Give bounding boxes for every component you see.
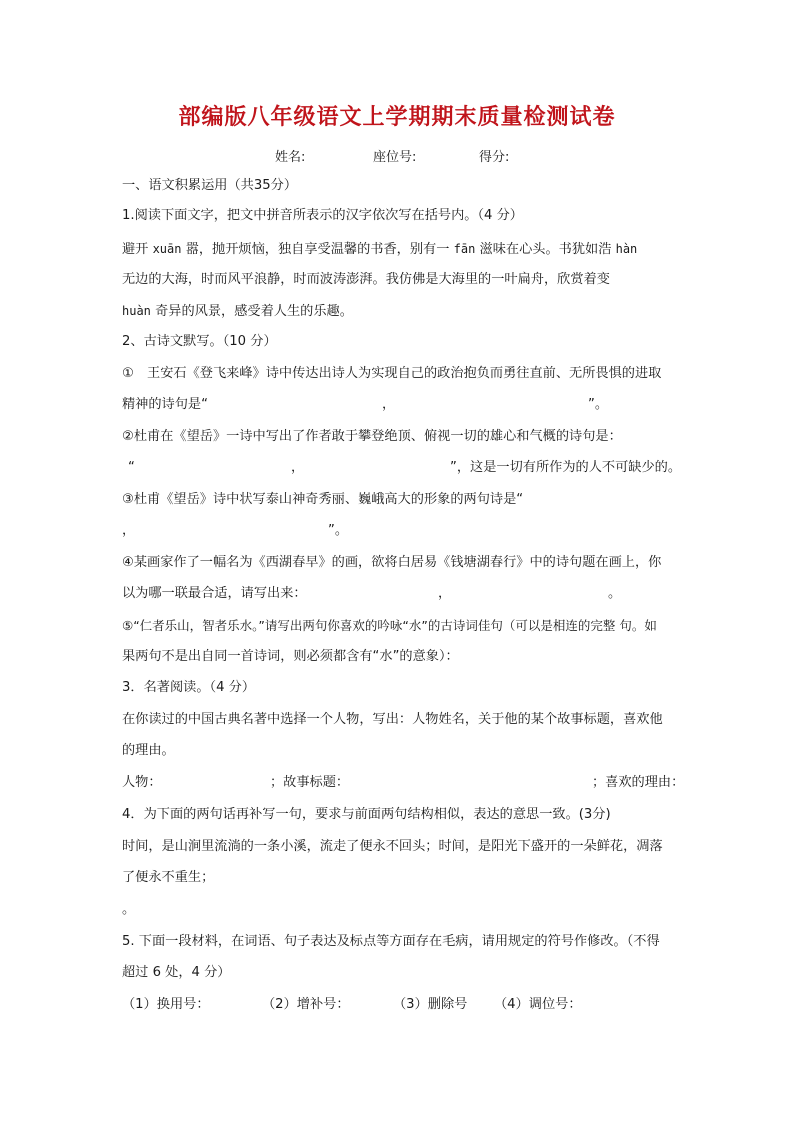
score-label: 得分:: [479, 150, 510, 165]
q5-mark-reorder: （4）调位号：: [494, 997, 582, 1012]
q2-item3-comma: ，: [122, 523, 136, 538]
q1-prompt: 1.阅读下面文字，把文中拼音所表示的汉字依次写在括号内。（4 分）: [122, 208, 523, 223]
q3-line1: 在你读过的中国古典名著中选择一个人物，写出：人物姓名，关于他的某个故事标题，喜欢他: [122, 712, 663, 727]
q2-item2-start: “: [128, 460, 135, 475]
q3-line2: 的理由。: [122, 743, 175, 758]
q4-line1: 时间，是山涧里流淌的一条小溪，流走了便永不回头；时间，是阳光下盛开的一朵鲜花，凋落: [122, 839, 663, 854]
q2-item5-line2: 果两句不是出自同一首诗词，则必须都含有“水”的意象）：: [122, 649, 459, 664]
q5-mark-delete: （3）删除号: [393, 997, 468, 1012]
q5-line2: 超过 6 处，4 分）: [122, 965, 231, 980]
pinyin: xuān: [152, 242, 182, 256]
q1-text: 奇异的风景，感受着人生的乐趣。: [155, 304, 353, 319]
page-title: 部编版八年级语文上学期期末质量检测试卷: [178, 105, 616, 130]
q2-item3-line1: ③杜甫《望岳》诗中状写泰山神奇秀丽、巍峨高大的形象的两句诗是“: [122, 492, 524, 507]
q1-text: 避开: [122, 242, 149, 257]
q2-item1-comma: ，: [382, 397, 396, 412]
q2-item4-line2: 以为哪一联最合适，请写出来：: [122, 586, 307, 601]
q2-item1-start: 精神的诗句是“: [122, 397, 208, 412]
q2-item4-line1: ④某画家作了一幅名为《西湖春早》的画，欲将白居易《钱塘湖春行》中的诗句题在画上，你: [122, 555, 662, 570]
q2-item3-end: ”。: [328, 523, 349, 538]
q4-prompt: 4．为下面的两句话再补写一句，要求与前面两句结构相似，表达的意思一致。(3分): [122, 807, 611, 822]
q5-mark-replace: （1）换用号：: [122, 997, 210, 1012]
q2-item5-line1: ⑤“仁者乐山，智者乐水。”请写出两句你喜欢的吟咏“水”的古诗词佳句（可以是相连的完整 句。如: [122, 618, 657, 633]
pinyin: huàn: [122, 304, 151, 318]
q2-item2-comma: ，: [291, 460, 305, 475]
q1-line2: 无边的大海，时而风平浪静，时而波涛澎湃。我仿佛是大海里的一叶扁舟，欣赏着变: [122, 272, 610, 287]
q3-prompt: 3．名著阅读。（4 分）: [122, 680, 256, 695]
pinyin: hàn: [615, 242, 638, 256]
q2-item4-end: 。: [608, 586, 622, 601]
q1-line1: [122, 240, 637, 259]
q2-prompt: 2、古诗文默写。（10 分）: [122, 334, 277, 349]
q3-person-label: 人物：: [122, 775, 162, 790]
section-heading: 一、语文积累运用（共35分）: [122, 178, 298, 193]
seat-label: 座位号:: [373, 150, 417, 165]
q2-item4-comma: ，: [438, 586, 452, 601]
q2-item2-line1: ②杜甫在《望岳》一诗中写出了作者敢于攀登绝顶、俯视一切的雄心和气概的诗句是：: [122, 429, 622, 444]
q1-text: 滋味在心头。书犹如浩: [479, 242, 612, 257]
q5-mark-add: （2）增补号：: [262, 997, 350, 1012]
q3-story-label: ；故事标题：: [270, 775, 350, 790]
q2-item1-end: ”。: [588, 397, 609, 412]
q5-prompt: 5. 下面一段材料，在词语、句子表达及标点等方面存在毛病，请用规定的符号作修改。（不得: [122, 934, 660, 949]
q4-answer-end: 。: [122, 902, 136, 917]
q1-line3: [122, 302, 353, 321]
pinyin: fān: [453, 242, 476, 256]
q1-text: 嚣，抛开烦恼，独自享受温馨的书香，别有一: [185, 242, 450, 257]
q3-reason-label: ；喜欢的理由：: [592, 775, 685, 790]
name-label: 姓名:: [275, 150, 306, 165]
q4-line2: 了便永不重生；: [122, 870, 215, 885]
q2-item2-end: ”，这是一切有所作为的人不可缺少的。: [450, 460, 682, 475]
q2-item1-line1: ① 王安石《登飞来峰》诗中传达出诗人为实现自己的政治抱负而勇往直前、无所畏惧的进取: [122, 366, 662, 381]
